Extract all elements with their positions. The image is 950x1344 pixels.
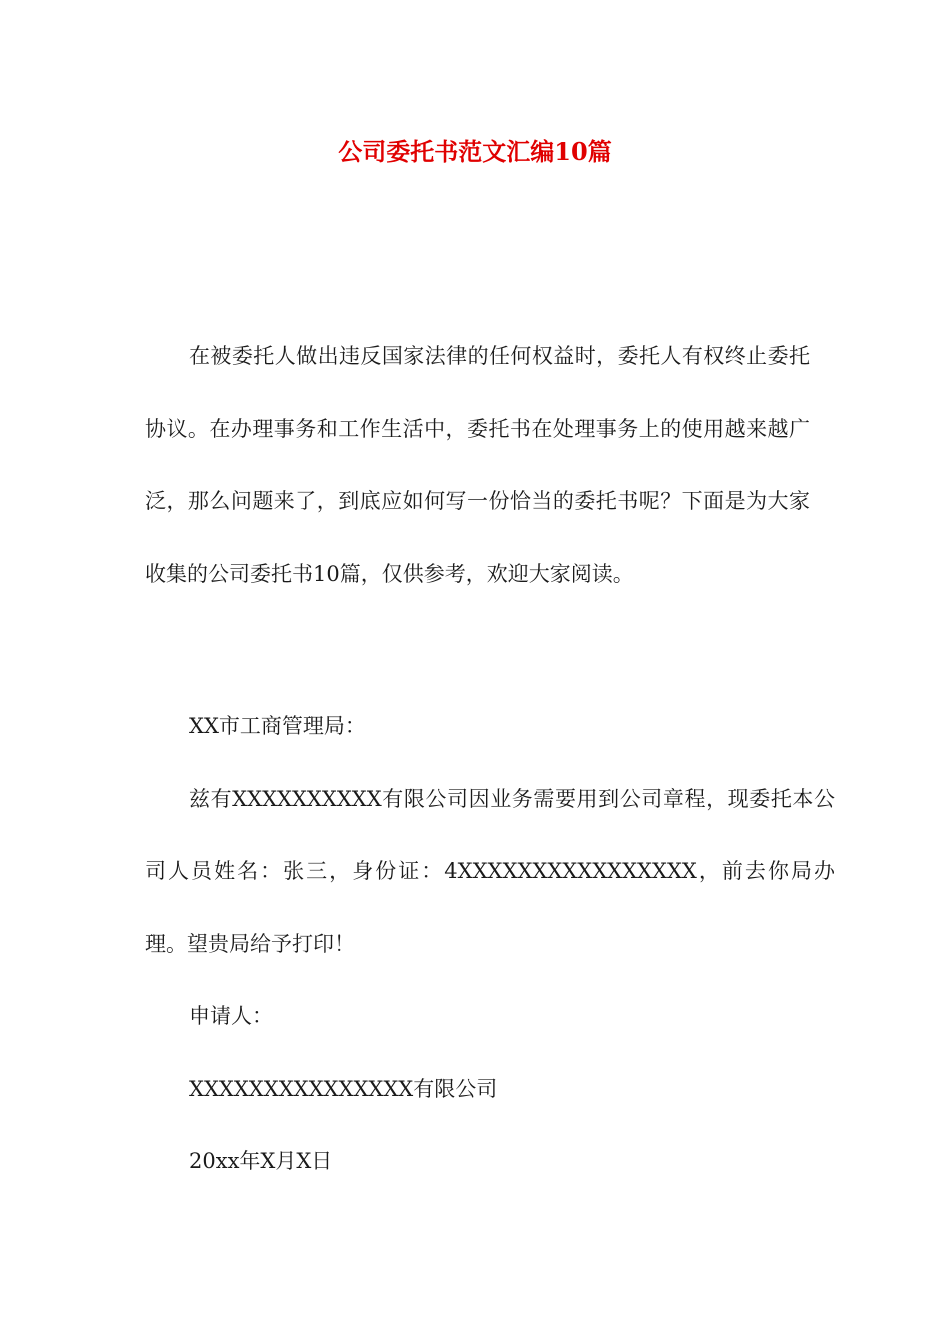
letter-date: 20xx年X月X日 <box>189 1149 333 1173</box>
document-title: 公司委托书范文汇编10篇 <box>338 137 612 166</box>
letter-company: XXXXXXXXXXXXXXX有限公司 <box>189 1076 498 1101</box>
letter-applicant-label: 申请人： <box>189 1004 273 1028</box>
intro-paragraph: 在被委托人做出违反国家法律的任何权益时，委托人有权终止委托协议。在办理事务和工作生活中，委托书在处理事务上的使用越来越广泛，那么问题来了，到底应如何写一份恰当的委托书呢？下面是为大家收集的公司委托书10篇，仅供参考，欢迎大家阅读。 <box>145 344 810 586</box>
sample-letter <box>145 690 835 1198</box>
letter-salutation: XX市工商管理局： <box>189 714 366 738</box>
letter-body: 兹有XXXXXXXXXX有限公司因业务需要用到公司章程，现委托本公司人员姓名：张三，身份证：4XXXXXXXXXXXXXXXX，前去你局办理。望贵局给予打印！ <box>145 786 835 956</box>
